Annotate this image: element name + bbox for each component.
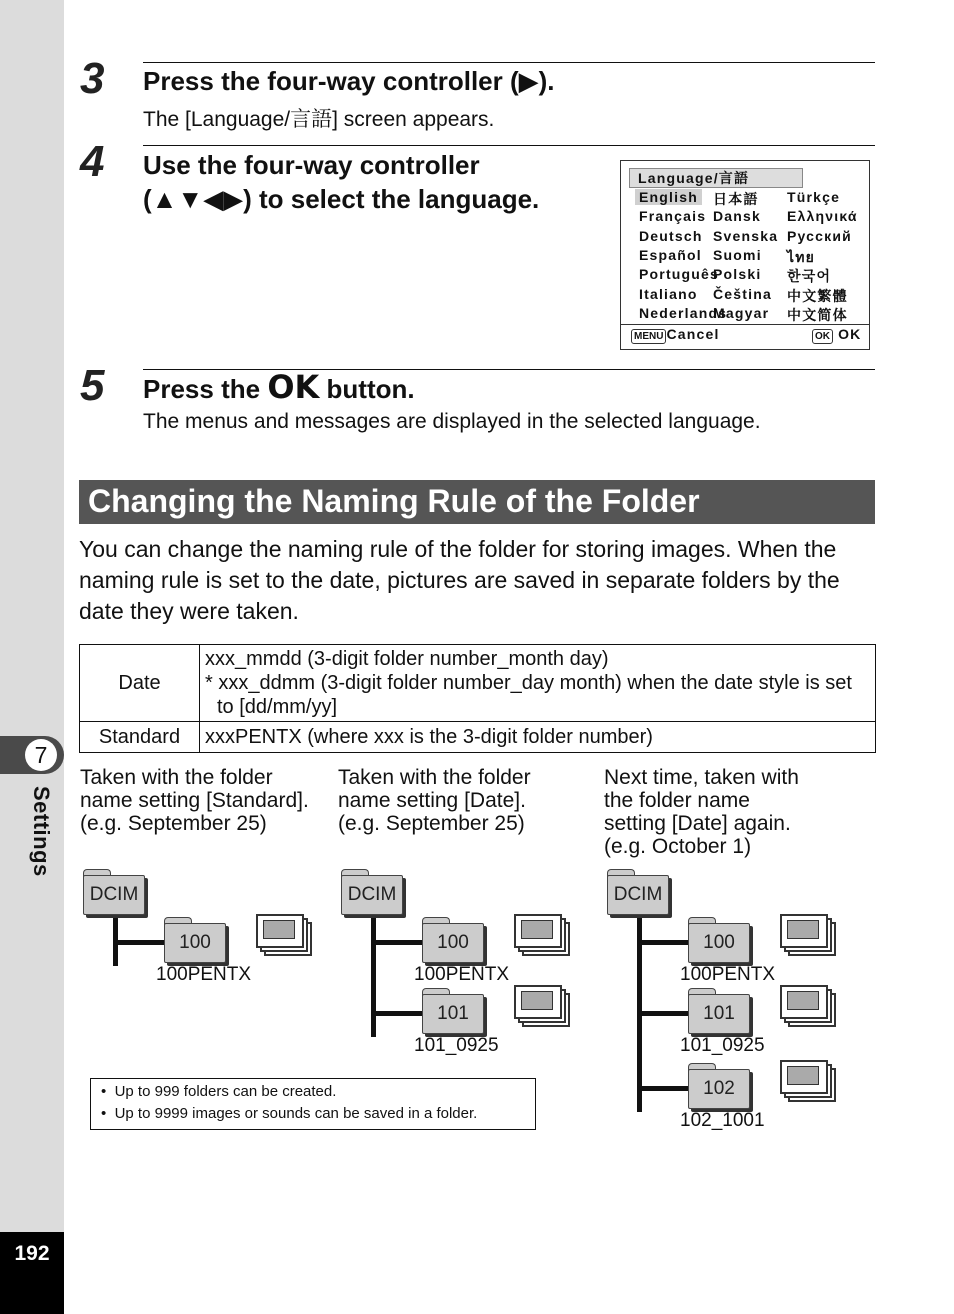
image-stack-icon [780,985,836,1029]
image-stack-icon [256,914,312,958]
step-3-title: Press the four-way controller (▶). [143,66,555,96]
rule-value-line: xxx_mmdd (3-digit folder number_month day) [205,648,609,670]
subfolder [422,994,484,1034]
folder-name-label: 100PENTX [680,964,776,985]
image-stack-icon [514,914,570,958]
folder-tree-branch [116,940,166,945]
step-5-body: The menus and messages are displayed in the selected language. [143,410,761,433]
dcim-folder [83,875,145,915]
step-4-title-line2: (▲▼◀▶) to select the language. [143,184,540,214]
image-thumb [263,920,295,939]
folder-label: 101 [422,994,484,1034]
folder-name-label: 100PENTX [156,964,252,985]
image-card [780,985,828,1019]
folder-label: DCIM [83,875,145,915]
dcim-folder [341,875,403,915]
language-option[interactable]: Čeština [713,285,772,302]
ok-key-icon: OK [812,329,833,344]
language-option[interactable]: Español [639,246,702,263]
folder-name-label: 101_0925 [414,1035,499,1056]
folder-tree-branch [640,1086,690,1091]
folder-tree-branch [640,1011,690,1016]
table-row [80,722,876,753]
rule-key: Standard [80,722,200,753]
step-5-title-post: button. [326,374,415,404]
page-number: 192 [14,1242,50,1265]
ok-symbol: OK [267,368,320,406]
language-option[interactable]: Ελληνικά [787,208,858,225]
step-4-title-line1: Use the four-way controller [143,150,480,180]
folder-name-label: 100PENTX [414,964,510,985]
example-caption-line: (e.g. September 25) [80,812,267,835]
language-option[interactable]: Suomi [713,246,762,263]
ok-control[interactable] [812,324,862,344]
section-title: Changing the Naming Rule of the Folder [88,483,700,519]
image-thumb [787,991,819,1010]
notes-box [90,1078,536,1130]
rule-value-line: * xxx_ddmm (3-digit folder number_day month) when the date style is set [205,672,852,694]
chapter-label: Settings [29,786,54,877]
section-intro: You can change the naming rule of the folder for storing images. When the naming rule is set to the date, pictures are saved in separate folders by the date they were taken. [79,536,840,624]
subfolder [164,923,226,963]
example-caption-line: Taken with the folder [338,766,531,789]
folder-tree-branch [374,940,424,945]
example-caption-line: Taken with the folder [80,766,273,789]
subfolder [688,1069,750,1109]
folder-label: DCIM [607,875,669,915]
cancel-label: Cancel [666,326,720,342]
image-card [780,1060,828,1094]
example-caption-line: setting [Date] again. [604,812,791,835]
image-thumb [521,991,553,1010]
subfolder [688,994,750,1034]
language-option[interactable]: Русский [787,227,852,244]
note-item: • Up to 9999 images or sounds can be saved in a folder. [101,1105,478,1122]
subfolder [422,923,484,963]
naming-rule-table [79,644,876,753]
folder-label: 100 [688,923,750,963]
folder-tree-branch [374,1011,424,1016]
step-5-title-pre: Press the [143,374,261,404]
folder-label: 100 [422,923,484,963]
language-option[interactable]: 中文简体 [787,306,848,323]
table-row [80,645,876,722]
example-caption-line: name setting [Date]. [338,789,526,812]
folder-tree-trunk [371,915,376,1037]
folder-tree-branch [640,940,690,945]
step-4-rule [143,145,875,146]
menu-key-icon: MENU [631,329,666,344]
image-card [256,914,304,948]
language-option[interactable]: Magyar [713,304,770,321]
rule-value: xxxPENTX (where xxx is the 3-digit folder number) [200,722,876,753]
image-card [514,914,562,948]
image-stack-icon [514,985,570,1029]
image-thumb [521,920,553,939]
sidebar [0,0,64,1314]
step-4-number: 4 [80,137,105,186]
language-option[interactable]: Français [639,208,707,225]
language-option[interactable]: Nederlands [639,304,728,321]
step-3-rule [143,62,875,63]
chapter-number: 7 [25,739,57,771]
step-5-number: 5 [80,361,105,410]
language-option[interactable]: Polski [713,266,762,283]
folder-label: 100 [164,923,226,963]
dcim-folder [607,875,669,915]
language-option[interactable]: ไทย [787,248,816,265]
example-caption-line: (e.g. October 1) [604,835,752,858]
folder-label: 102 [688,1069,750,1109]
language-option[interactable]: Türkçe [787,189,841,205]
image-thumb [787,920,819,939]
language-option[interactable]: 한국어 [787,268,832,285]
cancel-control[interactable] [631,324,720,344]
step-3-body: The [Language/言語] screen appears. [143,108,495,131]
language-option[interactable]: Dansk [713,208,762,225]
example-caption-line: name setting [Standard]. [80,789,309,812]
folder-label: 101 [688,994,750,1034]
folder-name-label: 101_0925 [680,1035,765,1056]
example-caption-line: Next time, taken with [604,766,799,789]
language-screen-title: Language/言語 [629,168,803,188]
folder-label: DCIM [341,875,403,915]
step-5-title [143,370,415,406]
subfolder [688,923,750,963]
image-stack-icon [780,1060,836,1104]
image-card [514,985,562,1019]
language-screen [620,160,870,350]
language-option[interactable]: English [635,189,702,205]
language-option[interactable]: 日本語 [713,191,759,207]
language-option[interactable]: Svenska [713,227,779,244]
language-option[interactable]: 中文繁體 [787,287,848,304]
language-option[interactable]: Italiano [639,285,698,302]
image-stack-icon [780,914,836,958]
image-card [780,914,828,948]
ok-label: OK [838,326,862,342]
note-item: • Up to 999 folders can be created. [101,1083,337,1100]
rule-key: Date [80,645,200,722]
folder-name-label: 102_1001 [680,1110,765,1131]
image-thumb [787,1066,819,1085]
example-caption-line: (e.g. September 25) [338,812,525,835]
language-option[interactable]: Português [639,266,720,283]
example-caption-line: the folder name [604,789,750,812]
rule-value [200,645,876,722]
language-option[interactable]: Deutsch [639,227,703,244]
rule-value-line: to [dd/mm/yy] [217,696,338,718]
step-3-number: 3 [80,54,105,103]
